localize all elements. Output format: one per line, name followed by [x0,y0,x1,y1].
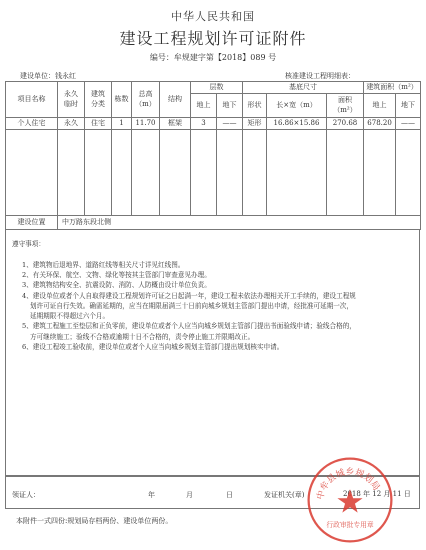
cell-project-name: 个人住宅 [6,118,58,130]
header-area: 面积 （m²） [327,94,364,118]
note-item: 划许可证自行失效。确需延期的，应当在期限届满三十日前向城乡规划主管部门提出申请，经批准可延期一次， [30,301,354,310]
notes-list [22,260,356,352]
receive-month: 月 [186,491,193,499]
location-label: 建设位置 [6,216,58,230]
project-table [5,81,421,230]
location-value: 中万路东段北侧 [58,216,421,230]
note-item: 3、建筑物结构安全、抗震设防、消防、人防概由设计单位负责。 [22,281,211,290]
note-item: 延期期限不得超过六个月。 [30,312,110,321]
construction-unit: 建设单位：钱永红 [20,72,76,80]
footer-note: 本附件一式四份:规划局存档两份、建设单位两份。 [16,517,173,525]
header-area-above: 地上 [364,94,396,118]
header-area-below: 地下 [396,94,421,118]
header-floors-above: 地上 [191,94,217,118]
cell-shape: 矩形 [243,118,267,130]
issue-date: 2018 年 12 月 11 日 [343,490,411,498]
note-item: 5、建筑工程施工至垫层和正负零前，建设单位或者个人应当向城乡规划主管部门提出书面验线申请；验线合格的， [22,322,356,331]
seal-outer-text: 中牟县城乡规划局 [315,467,382,501]
star-icon [337,489,362,512]
cell-nature: 永久 [58,118,85,130]
header-project-name: 项目名称 [6,82,58,118]
permit-number: 编号：牟规建字第【2018】089 号 [149,53,277,62]
table-row [6,118,421,130]
cell-floors-below: —— [217,118,243,130]
cell-count: 1 [112,118,132,130]
cell-structure: 框架 [160,118,191,130]
header-height: 总高 （m） [132,82,160,118]
document-heading: 中华人民共和国 [171,10,255,23]
cell-dimensions: 16.86×15.86 [267,118,327,130]
note-item: 6、建设工程竣工验收前，建设单位或者个人应当向城乡规划主管部门提出规划核实申请。 [22,342,284,351]
notes-section [5,229,420,476]
note-item: 4、建设单位或者个人自取得建设工程规划许可证之日起满一年，建设工程未依法办理相关开工手续的，建设工程规 [22,291,356,300]
receive-year: 年 [148,491,155,499]
header-structure: 结构 [160,82,191,118]
header-count: 栋数 [112,82,132,118]
header-building-area: 建筑面积（m²） [364,82,421,94]
cell-area: 270.68 [327,118,364,130]
approved-schedule-label: 核准建设工程明细表： [285,72,355,80]
header-shape: 形状 [243,94,267,118]
receiver-label: 领证人： [12,491,40,499]
header-nature: 永久 临时 [58,82,85,118]
header-dimensions: 长×宽（m） [267,94,327,118]
issuing-authority: 发证机关(章) [264,491,305,499]
note-item: 方可继续施工；验线不合格或逾期十日不合格的，责令停止施工并限期改正。 [30,332,255,341]
note-item: 2、有关环保、航空、文物、绿化等按其主管部门审查意见办理。 [22,271,211,280]
seal-inner-text: 行政审批专用章 [326,521,374,529]
cell-height: 11.70 [132,118,160,130]
cell-area-below: —— [396,118,421,130]
official-seal [305,455,395,545]
cell-category: 住宅 [85,118,112,130]
header-category: 建筑 分类 [85,82,112,118]
header-footprint: 基底尺寸 [243,82,364,94]
header-floors-below: 地下 [217,94,243,118]
receive-day: 日 [226,491,233,499]
document-title: 建设工程规划许可证附件 [119,29,307,48]
cell-floors-above: 3 [191,118,217,130]
header-floors: 层数 [191,82,243,94]
cell-area-above: 678.20 [364,118,396,130]
note-item: 1、建筑物后退地界、道路红线等相关尺寸详见红线图。 [22,261,185,269]
notes-title: 遵守事项： [12,240,45,248]
